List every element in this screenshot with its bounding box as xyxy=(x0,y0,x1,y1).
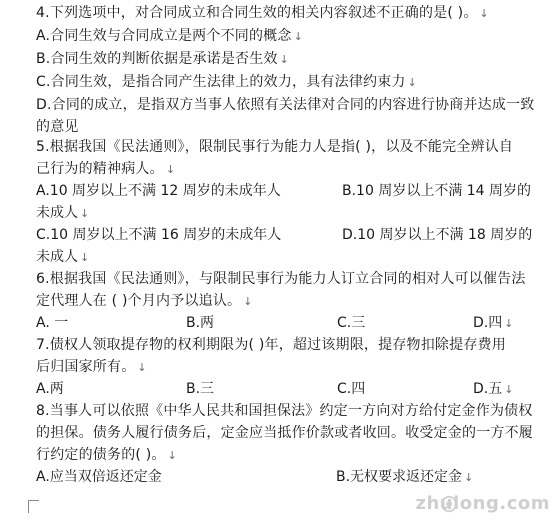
q7-option-b-text: B.三 xyxy=(186,381,215,397)
page-corner-mark xyxy=(28,500,39,513)
q5-option-c xyxy=(36,226,281,244)
q4-option-d-line1 xyxy=(36,96,534,114)
q8-stem-line1 xyxy=(36,402,533,420)
q7-stem-text: 7.债权人领取提存物的权利期限为( )年，超过该期限，提存物扣除提存费用 xyxy=(36,337,506,353)
q7-option-a xyxy=(36,380,64,398)
paragraph-mark-icon: ↓ xyxy=(407,76,418,89)
q4-option-c xyxy=(36,73,417,92)
q6-option-a xyxy=(36,314,68,332)
q7-option-c-text: C.四 xyxy=(337,381,366,397)
q7-stem-line2 xyxy=(36,358,147,377)
paragraph-mark-icon: ↓ xyxy=(504,317,514,330)
q5-stem-line1 xyxy=(36,138,513,156)
q4-option-a xyxy=(36,27,303,46)
q4-option-d-text: D.合同的成立，是指双方当事人依照有关法律对合同的内容进行协商并达成一致 xyxy=(36,97,535,113)
q5-option-a xyxy=(36,182,281,200)
paragraph-mark-icon: ↓ xyxy=(165,163,176,176)
q8-option-b xyxy=(336,468,473,487)
q6-option-b xyxy=(186,314,214,332)
q5-option-b-text: B.10 周岁以上不满 14 周岁的 xyxy=(342,183,532,199)
q6-option-d xyxy=(473,314,513,333)
q7-option-a-text: A.两 xyxy=(36,381,64,397)
q6-stem-text: 6.根据我国《民法通则》，与限制民事行为能力人订立合同的相对人可以催告法 xyxy=(36,271,526,287)
paragraph-mark-icon: ↓ xyxy=(464,471,474,484)
q6-option-c-text: C.三 xyxy=(337,315,366,331)
q8-stem-line2 xyxy=(36,424,533,442)
q4-option-d-line2 xyxy=(36,118,79,136)
paragraph-mark-icon: ↓ xyxy=(167,449,177,462)
q8-option-a-text: A.应当双倍返还定金 xyxy=(36,469,162,485)
paragraph-mark-icon: ↓ xyxy=(293,30,304,43)
q8-stem-text-cont: 的担保。债务人履行债务后，定金应当抵作价款或者收回。收受定金的一方不履 xyxy=(36,425,533,441)
q6-stem-line1 xyxy=(36,270,526,288)
q4-option-a-text: A.合同生效与合同成立是两个不同的概念 xyxy=(36,28,292,44)
paragraph-mark-icon: ↓ xyxy=(504,383,514,396)
q4-option-b xyxy=(36,50,289,69)
q5-option-d xyxy=(342,226,532,244)
paragraph-mark-icon: ↓ xyxy=(80,251,90,264)
q4-stem-text: 4.下列选项中，对合同成立和合同生效的相关内容叙述不正确的是( )。 xyxy=(36,5,478,21)
q5-option-d-cont xyxy=(36,248,89,267)
q5-stem-text: 5.根据我国《民法通则》，限制民事行为能力人是指( )，以及不能完全辨认自 xyxy=(36,139,514,155)
q7-stem-line1 xyxy=(36,336,506,354)
q7-option-c xyxy=(337,380,365,398)
q6-option-d-text: D.四 xyxy=(473,315,503,331)
watermark: zhulong.com xyxy=(415,493,550,514)
q8-stem-text: 8.当事人可以依照《中华人民共和国担保法》约定一方向对方给付定金作为债权 xyxy=(36,403,533,419)
q5-option-a-text: A.10 周岁以上不满 12 周岁的未成年人 xyxy=(36,183,281,199)
q8-option-b-text: B.无权要求返还定金 xyxy=(336,469,463,485)
q5-option-b-cont xyxy=(36,204,89,223)
paragraph-mark-icon: ↓ xyxy=(80,207,90,220)
q5-option-b xyxy=(342,182,531,200)
q4-option-d-text-cont: 的意见 xyxy=(36,119,79,135)
paragraph-mark-icon: ↓ xyxy=(137,361,147,374)
q5-option-b-text-cont: 未成人 xyxy=(36,205,78,221)
paragraph-mark-icon: ↓ xyxy=(279,53,290,66)
q6-stem-line2 xyxy=(36,292,253,311)
q6-option-b-text: B.两 xyxy=(186,315,215,331)
q8-stem-line3 xyxy=(36,446,177,465)
q5-option-d-text: D.10 周岁以上不满 18 周岁的 xyxy=(342,227,533,243)
q4-option-c-text: C.合同生效，是指合同产生法律上的效力，具有法律约束力 xyxy=(36,74,406,90)
q6-stem-text-cont: 定代理人在 ( )个月内予以追认。 xyxy=(36,293,242,309)
q6-option-c xyxy=(337,314,365,332)
q5-option-d-text-cont: 未成人 xyxy=(36,249,78,265)
q8-option-a xyxy=(36,468,162,486)
paragraph-mark-icon: ↓ xyxy=(243,295,253,308)
q5-option-c-text: C.10 周岁以上不满 16 周岁的未成年人 xyxy=(36,227,282,243)
q8-stem-text-cont2: 行约定的债务的( )。 xyxy=(36,447,166,463)
q4-stem xyxy=(36,4,489,23)
q7-option-d-text: D.五 xyxy=(473,381,503,397)
q7-stem-text-cont: 后归国家所有。 xyxy=(36,359,136,375)
q5-stem-text-cont: 己行为的精神病人。 xyxy=(36,161,164,177)
paragraph-mark-icon: ↓ xyxy=(479,7,489,20)
q4-option-b-text: B.合同生效的判断依据是承诺是否生效 xyxy=(36,51,278,67)
q6-option-a-text: A. 一 xyxy=(36,315,69,331)
q7-option-d xyxy=(473,380,513,399)
q7-option-b xyxy=(186,380,214,398)
q5-stem-line2 xyxy=(36,160,175,179)
